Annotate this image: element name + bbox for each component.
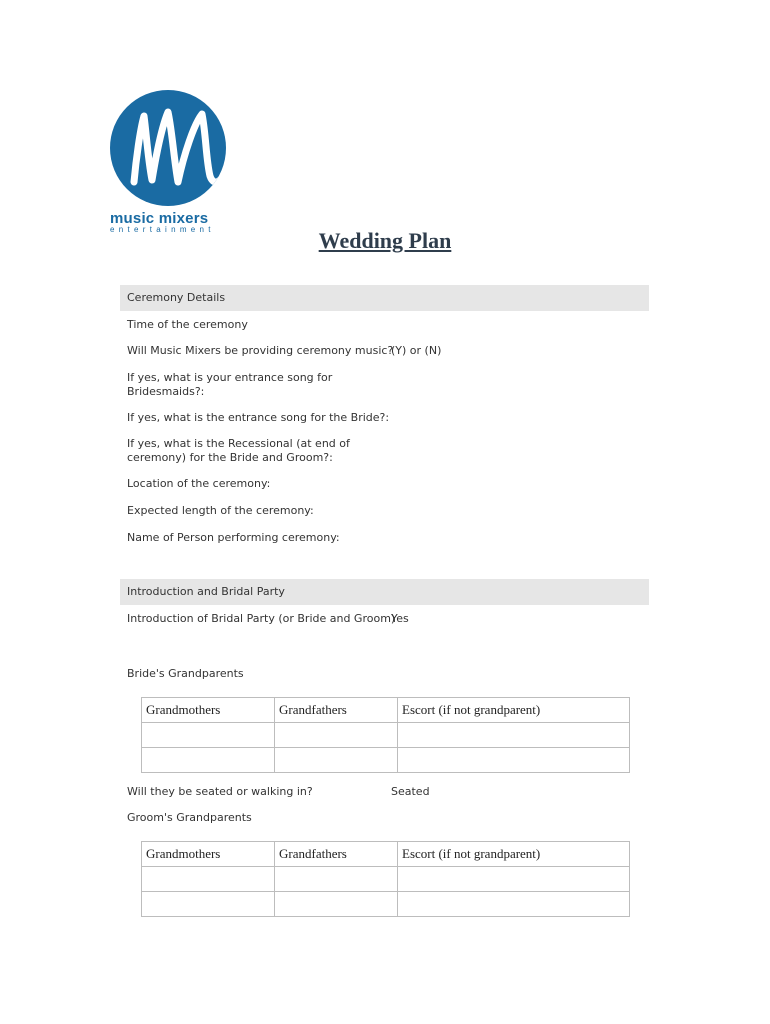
bridesmaids-song-label-line2: Bridesmaids?: <box>127 385 205 398</box>
grandmothers-header: Grandmothers <box>142 698 275 723</box>
ceremony-location-label: Location of the ceremony: <box>127 477 271 490</box>
table-cell[interactable] <box>275 892 398 917</box>
ceremony-music-answer: (Y) or (N) <box>391 344 442 357</box>
intro-answer: Yes <box>391 612 409 625</box>
table-cell[interactable] <box>275 723 398 748</box>
ceremony-music-question: Will Music Mixers be providing ceremony music? <box>127 344 394 357</box>
table-cell[interactable] <box>398 892 630 917</box>
officiant-label: Name of Person performing ceremony: <box>127 531 340 544</box>
table-cell[interactable] <box>142 723 275 748</box>
table-header-row <box>142 698 630 723</box>
brides-grandparents-label: Bride's Grandparents <box>127 667 244 680</box>
table-row <box>142 867 630 892</box>
page-title <box>0 228 770 254</box>
recessional-label-line1: If yes, what is the Recessional (at end of <box>127 437 350 450</box>
table-cell[interactable] <box>398 867 630 892</box>
table-cell[interactable] <box>275 748 398 773</box>
page-title-text: Wedding Plan <box>318 228 452 253</box>
table-header-row <box>142 842 630 867</box>
table-cell[interactable] <box>275 867 398 892</box>
ceremony-details-header: Ceremony Details <box>120 285 649 311</box>
ceremony-length-label: Expected length of the ceremony: <box>127 504 314 517</box>
escort-header: Escort (if not grandparent) <box>398 842 630 867</box>
intro-bridal-party-header: Introduction and Bridal Party <box>120 579 649 605</box>
table-cell[interactable] <box>142 892 275 917</box>
table-row <box>142 748 630 773</box>
company-logo <box>110 90 230 234</box>
grooms-grandparents-table <box>141 841 630 917</box>
table-cell[interactable] <box>398 723 630 748</box>
logo-m-icon <box>110 90 226 206</box>
grooms-grandparents-label: Groom's Grandparents <box>127 811 252 824</box>
brides-grandparents-table <box>141 697 630 773</box>
escort-header: Escort (if not grandparent) <box>398 698 630 723</box>
bridesmaids-song-label-line1: If yes, what is your entrance song for <box>127 371 333 384</box>
grandfathers-header: Grandfathers <box>275 842 398 867</box>
recessional-label-line2: ceremony) for the Bride and Groom?: <box>127 451 333 464</box>
table-row <box>142 723 630 748</box>
seated-question: Will they be seated or walking in? <box>127 785 313 798</box>
grandmothers-header: Grandmothers <box>142 842 275 867</box>
intro-question: Introduction of Bridal Party (or Bride and Groom) <box>127 612 396 625</box>
grandfathers-header: Grandfathers <box>275 698 398 723</box>
bride-song-label: If yes, what is the entrance song for the Bride?: <box>127 411 390 424</box>
seated-answer: Seated <box>391 785 430 798</box>
ceremony-time-label: Time of the ceremony <box>127 318 248 331</box>
logo-name: music mixers <box>110 210 209 227</box>
table-cell[interactable] <box>142 748 275 773</box>
table-row <box>142 892 630 917</box>
logo-subtitle: entertainment <box>110 225 215 234</box>
table-cell[interactable] <box>142 867 275 892</box>
table-cell[interactable] <box>398 748 630 773</box>
